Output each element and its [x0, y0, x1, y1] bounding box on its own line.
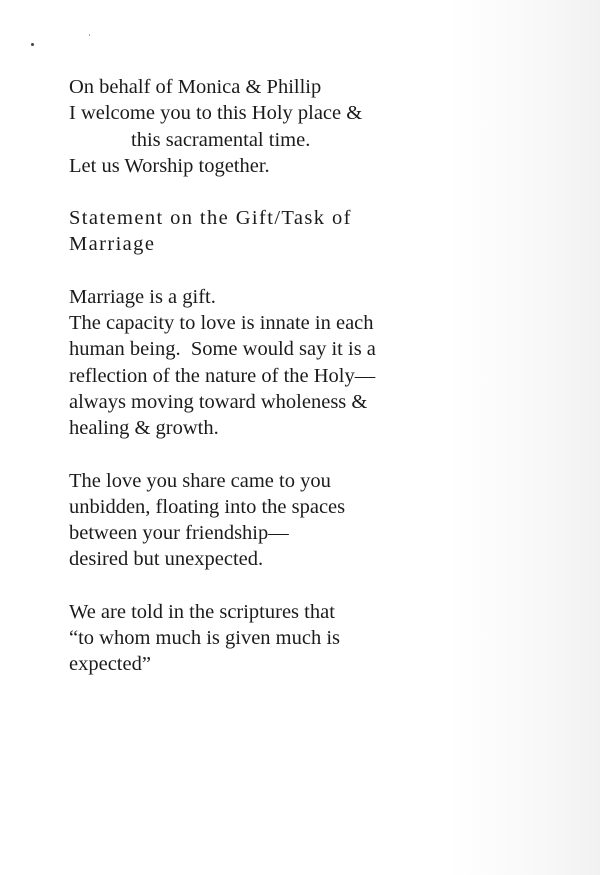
love-line: The love you share came to you — [69, 469, 331, 492]
scripture-line: expected” — [69, 653, 151, 676]
scripture-line: We are told in the scriptures that — [69, 600, 335, 623]
welcome-line: I welcome you to this Holy place & — [69, 102, 363, 125]
scan-speck — [31, 43, 34, 46]
heading-line: Marriage — [69, 233, 156, 256]
welcome-line: On behalf of Monica & Phillip — [69, 76, 322, 98]
scripture-paragraph — [69, 599, 569, 678]
paragraph-gap — [69, 258, 569, 284]
heading-line: Statement on the Gift/Task of — [69, 207, 352, 230]
scan-speck — [89, 34, 90, 36]
love-line: unbidden, floating into the spaces — [69, 495, 346, 518]
gift-line: human being. Some would say it is a — [69, 338, 376, 361]
gift-line: healing & growth. — [69, 417, 219, 440]
welcome-paragraph — [69, 74, 569, 179]
gift-line: always moving toward wholeness & — [69, 390, 368, 413]
love-line: desired but unexpected. — [69, 548, 264, 571]
welcome-line: Let us Worship together. — [69, 154, 270, 177]
gift-line: Marriage is a gift. — [69, 285, 216, 308]
statement-heading — [69, 205, 569, 258]
welcome-line: this sacramental time. — [131, 128, 311, 151]
gift-line: The capacity to love is innate in each — [69, 312, 374, 335]
scripture-line: “to whom much is given much is — [69, 627, 341, 650]
gift-line: reflection of the nature of the Holy— — [69, 364, 376, 387]
paragraph-gap — [69, 573, 569, 599]
document-body — [69, 74, 569, 678]
paragraph-gap — [69, 442, 569, 468]
love-paragraph — [69, 468, 569, 573]
love-line: between your friendship— — [69, 522, 289, 545]
gift-paragraph — [69, 284, 569, 442]
paragraph-gap — [69, 179, 569, 205]
